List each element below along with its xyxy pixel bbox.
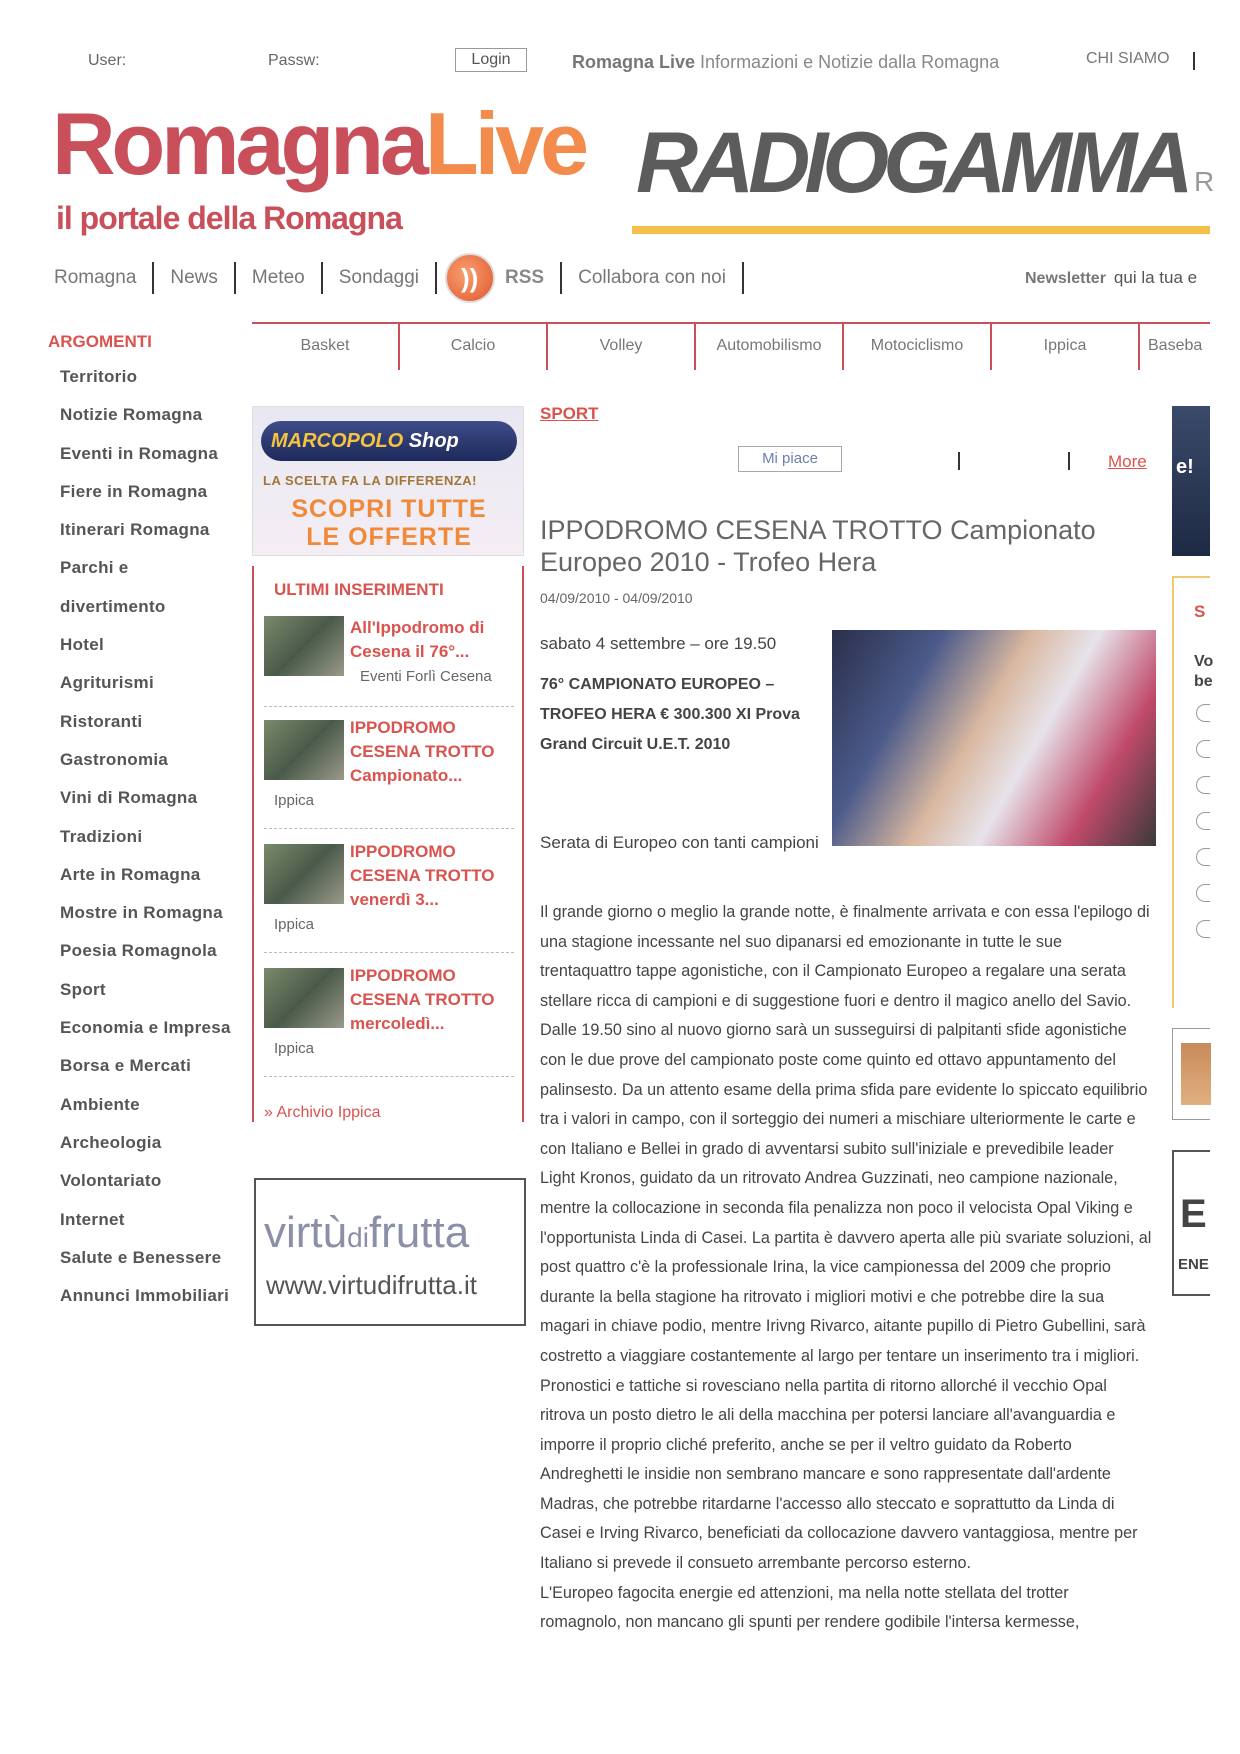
marcopolo-brand: MARCOPOLO [271, 430, 404, 452]
poll-question-line: be [1194, 673, 1213, 690]
banner-glyph: e! [1176, 456, 1194, 478]
nav-romagna[interactable]: Romagna [54, 267, 137, 288]
sidebar-item[interactable]: Poesia Romagnola [60, 941, 217, 961]
article-lead: Serata di Europeo con tanti campioni [540, 833, 819, 852]
logo-part: frutta [368, 1208, 470, 1257]
poll-option-radio[interactable] [1196, 812, 1210, 830]
logo-subtitle: il portale della Romagna [56, 200, 402, 236]
tab-ippica[interactable]: Ippica [992, 324, 1140, 370]
entry-title[interactable]: IPPODROMO CESENA TROTTO Campionato... [350, 718, 495, 785]
sidebar-item[interactable]: Parchi e [60, 558, 129, 578]
sidebar-item[interactable]: Eventi in Romagna [60, 443, 219, 463]
sidebar-item[interactable]: Ristoranti [60, 711, 143, 731]
archive-link[interactable]: » Archivio Ippica [264, 1104, 381, 1121]
nav-rss[interactable]: RSS [505, 267, 545, 288]
sidebar-item[interactable]: Hotel [60, 635, 104, 655]
entry-category: Ippica [274, 916, 315, 933]
rss-icon[interactable]: )) [445, 253, 495, 303]
tagline-brand: Romagna Live [572, 52, 696, 72]
entry-thumbnail[interactable] [264, 968, 344, 1028]
sidebar-item[interactable]: Gastronomia [60, 749, 169, 769]
tab-motociclismo[interactable]: Motociclismo [844, 324, 992, 370]
tab-volley[interactable]: Volley [548, 324, 696, 370]
sport-tabs [252, 322, 1210, 368]
article-body [540, 898, 1152, 1638]
sidebar-item[interactable]: Territorio [60, 367, 138, 386]
entry-thumbnail[interactable] [264, 720, 344, 780]
marcopolo-shop: Shop [408, 430, 459, 452]
enel-text: ENE [1178, 1256, 1209, 1273]
thumbnail-image [1181, 1043, 1211, 1105]
divider [1068, 452, 1070, 470]
logo-live: Live [424, 94, 586, 193]
clipped-banner-letter: R [1194, 166, 1215, 197]
virtudifrutta-ad[interactable] [254, 1178, 526, 1326]
poll-option-radio[interactable] [1196, 740, 1210, 758]
poll-option-radio[interactable] [1196, 884, 1210, 902]
newsletter-input[interactable]: qui la tua e [1113, 268, 1198, 287]
logo-part: virtù [264, 1208, 348, 1257]
divider [264, 706, 514, 707]
tab-basket[interactable]: Basket [252, 324, 400, 370]
radiogamma-banner[interactable] [630, 108, 1210, 233]
enel-logo: E [1180, 1192, 1207, 1236]
ad-url: www.virtudifrutta.it [266, 1270, 477, 1300]
sidebar-item[interactable]: Tradizioni [60, 826, 143, 846]
entry-category: Eventi Forlì Cesena [360, 668, 492, 685]
paragraph: L'Europeo fagocita energie ed attenzioni, ma nella notte stellata del trotter romagnolo, non mancano gli spunti per rendere godibile l'intersa kermesse, [540, 1583, 1080, 1632]
divider [1193, 52, 1195, 70]
list-item[interactable] [264, 964, 514, 1074]
site-tagline [572, 52, 999, 73]
sidebar-title: ARGOMENTI [48, 332, 152, 351]
article-headline: 76° CAMPIONATO EUROPEO – TROFEO HERA € 300.300 XI Prova Grand Circuit U.E.T. 2010 [540, 676, 800, 753]
poll-option-radio[interactable] [1196, 920, 1210, 938]
entry-thumbnail[interactable] [264, 844, 344, 904]
entry-category: Ippica [274, 792, 315, 809]
right-thumbnail[interactable] [1172, 1028, 1210, 1120]
logo-part: di [347, 1222, 369, 1253]
article-title: IPPODROMO CESENA TROTTO Campionato Europeo 2010 - Trofeo Hera [540, 515, 1096, 577]
top-bar [0, 48, 1240, 78]
ad-cta-line2: LE OFFERTE [306, 523, 472, 551]
list-item[interactable] [264, 840, 514, 950]
poll-option-radio[interactable] [1196, 848, 1210, 866]
tab-automobilismo[interactable]: Automobilismo [696, 324, 844, 370]
divider [264, 828, 514, 829]
password-label: Passw: [268, 52, 320, 69]
logo-romagna: Romagna [52, 94, 425, 193]
newsletter-label: Newsletter [1025, 270, 1106, 287]
enel-ad[interactable] [1172, 1150, 1210, 1296]
user-label: User: [88, 52, 127, 69]
divider [742, 262, 744, 294]
sidebar-item[interactable]: Vini di Romagna [60, 788, 198, 808]
sidebar-item[interactable]: Mostre in Romagna [60, 903, 223, 923]
latest-entries [252, 566, 524, 1122]
site-logo[interactable] [52, 94, 586, 193]
sidebar-item[interactable]: Ambiente [60, 1094, 140, 1114]
sidebar-item[interactable]: Arte in Romagna [60, 864, 201, 884]
poll-title: S [1194, 602, 1206, 621]
ad-cta-line1: SCOPRI TUTTE [291, 495, 487, 523]
entry-thumbnail[interactable] [264, 616, 344, 676]
entry-title[interactable]: All'Ippodromo di Cesena il 76°... [350, 618, 485, 661]
sidebar-item[interactable]: Economia e Impresa [60, 1018, 231, 1038]
latest-title: ULTIMI INSERIMENTI [274, 580, 444, 599]
section-link[interactable]: SPORT [540, 404, 599, 423]
right-banner[interactable] [1172, 406, 1210, 556]
divider [435, 262, 437, 294]
entry-title[interactable]: IPPODROMO CESENA TROTTO mercoledì... [350, 966, 495, 1033]
sidebar-item[interactable]: divertimento [60, 596, 166, 616]
chi-siamo-link[interactable]: CHI SIAMO [1086, 50, 1170, 67]
paragraph: Dalle 19.50 sino al nuovo giorno sarà un susseguirsi di palpitanti sfide agonistiche con le due prove del campionato poste come quinto ed ottavo appuntamento del palinsesto. Da un attento esame della prima sfida pare evidente lo spiccato equilibrio tra i valori in campo, con il sorteggio dei numeri a mischiare ulteriormente le carte e con Italiano e Bellei in grado di avventarsi subito sull'iniziale e prevedibile leader Light Kronos, guidato da un ritrovato Andrea Guzzinati, neo campione nazionale, mentre la collocazione in seconda fila penalizza non poco il velocista Opal Viking e l'opportunista Linda di Casei. La partita è davvero aperta alle più svariate soluzioni, al post quattro c'è la professionale Irina, la vice campionessa del 2009 che proprio durante la bella stagione ha ritrovato i migliori motivi e che potrebbe dire la sua magari in chiave podio, mentre Irivng Rivarco, aitante pupillo di Pietro Gubellini, sarà costretto a viaggiare costantemente al largo per tentare un inserimento tra i migliori. Pronostici e tattiche si rovesciano nella partita di ritorno allorché il vecchio Opal ritrova un posto dietro le ali della macchina per potersi lanciare all'avanguardia e imporre il proprio cliché preferito, anche se per il veltro guidato da Roberto Andreghetti le insidie non sembrano mancare e sono rappresentate dall'ardente Madras, che potrebbe ritardarne l'accesso allo steccato e soprattutto da Linda di Casei e Irving Rivarco, beneficiati da collocazione davvero vantaggiosa, mentre per Italiano si prevede il consueto arrembante percorso esterno. [540, 1021, 1152, 1573]
poll-question [1194, 652, 1213, 692]
nav-meteo[interactable]: Meteo [251, 267, 305, 288]
banner-underline [632, 226, 1210, 234]
newsletter-box [1025, 268, 1197, 288]
virtudifrutta-logo [264, 1208, 469, 1258]
sidebar-item[interactable]: Borsa e Mercati [60, 1056, 192, 1076]
sidebar-item[interactable]: Annunci Immobiliari [60, 1286, 230, 1306]
sidebar-item[interactable]: Agriturismi [60, 673, 154, 693]
login-button[interactable]: Login [455, 48, 527, 72]
sidebar-item[interactable]: Archeologia [60, 1132, 162, 1152]
poll-widget [1172, 576, 1214, 1008]
sidebar-item[interactable]: Fiere in Romagna [60, 481, 208, 501]
sidebar-item[interactable]: Sport [60, 979, 106, 999]
entry-category: Ippica [274, 1040, 315, 1057]
marcopolo-ad[interactable] [252, 406, 524, 556]
like-button[interactable]: Mi piace [738, 446, 842, 472]
sidebar-item[interactable]: Internet [60, 1209, 125, 1229]
sidebar-item[interactable]: Notizie Romagna [60, 405, 203, 425]
ad-tagline: LA SCELTA FA LA DIFFERENZA! [263, 473, 478, 488]
list-item[interactable] [264, 616, 514, 696]
article-photo [832, 630, 1156, 846]
main-nav [52, 258, 744, 298]
tagline-text: Informazioni e Notizie dalla Romagna [700, 52, 1000, 72]
more-link[interactable]: More [1108, 452, 1147, 471]
sidebar-item[interactable]: Salute e Benessere [60, 1247, 222, 1267]
tab-baseball[interactable]: Baseba [1148, 337, 1203, 354]
marcopolo-logo [261, 421, 517, 461]
event-time: sabato 4 settembre – ore 19.50 [540, 634, 777, 653]
paragraph: Il grande giorno o meglio la grande notte, è finalmente arrivata e con essa l'epilogo di una stagione incessante nel suo dipanarsi ed emozionante in tutte le sue trentaquattro tappe agonistiche, con il Campionato Europeo a regalare una serata stellare ricca di campioni e di suggestione fuori e dentro il magico anello del Savio. [540, 903, 1150, 1010]
list-item[interactable] [264, 716, 514, 826]
divider [958, 452, 960, 470]
nav-sondaggi[interactable]: Sondaggi [338, 267, 420, 288]
article-date: 04/09/2010 - 04/09/2010 [540, 590, 693, 606]
divider [264, 1076, 514, 1077]
nav-collabora[interactable]: Collabora con noi [560, 262, 742, 294]
poll-question-line: Vo [1194, 653, 1214, 670]
sidebar-item[interactable]: Volontariato [60, 1171, 162, 1191]
nav-news[interactable]: News [170, 267, 218, 288]
radiogamma-logo: RADIOGAMMA [636, 115, 1188, 211]
entry-title[interactable]: IPPODROMO CESENA TROTTO venerdì 3... [350, 842, 495, 909]
poll-option-radio[interactable] [1196, 776, 1210, 794]
sidebar-list [60, 362, 250, 1319]
sidebar-item[interactable]: Itinerari Romagna [60, 520, 210, 540]
divider [264, 952, 514, 953]
tab-calcio[interactable]: Calcio [400, 324, 548, 370]
poll-option-radio[interactable] [1196, 704, 1210, 722]
